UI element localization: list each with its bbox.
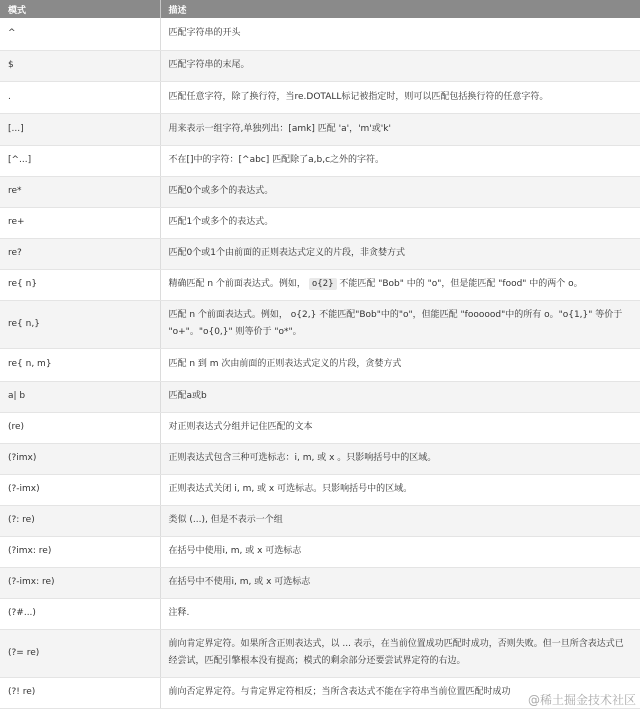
description-cell: 匹配0个或多个的表达式。	[160, 176, 640, 207]
pattern-cell: $	[0, 50, 160, 81]
table-row	[0, 567, 640, 598]
pattern-cell: (?-imx)	[0, 474, 160, 505]
pattern-cell: (?imx)	[0, 443, 160, 474]
description-cell: 匹配任意字符，除了换行符，当re.DOTALL标记被指定时，则可以匹配包括换行符的任意字符。	[160, 81, 640, 113]
header-description: 描述	[160, 0, 640, 18]
description-cell: 匹配a或b	[160, 381, 640, 412]
table-row	[0, 300, 640, 348]
description-cell: 匹配 n 个前面表达式。例如， o{2,} 不能匹配"Bob"中的"o"，但能匹配 "foooood"中的所有 o。"o{1,}" 等价于 "o+"。"o{0,}" 则等价于 "o*"。	[160, 300, 640, 348]
table-row	[0, 176, 640, 207]
header-pattern: 模式	[0, 0, 160, 18]
table-row	[0, 598, 640, 629]
table-row	[0, 18, 640, 50]
description-cell: 正则表达式关闭 i, m, 或 x 可选标志。只影响括号中的区域。	[160, 474, 640, 505]
table-row	[0, 443, 640, 474]
description-cell: 用来表示一组字符,单独列出：[amk] 匹配 'a'，'m'或'k'	[160, 113, 640, 145]
table-row	[0, 381, 640, 412]
pattern-cell: re{ n, m}	[0, 348, 160, 381]
pattern-cell: re{ n,}	[0, 300, 160, 348]
description-cell: 对正则表达式分组并记住匹配的文本	[160, 412, 640, 443]
pattern-cell: (?imx: re)	[0, 536, 160, 567]
description-cell	[160, 269, 640, 300]
table-row	[0, 113, 640, 145]
description-text: 精确匹配 n 个前面表达式。例如，	[168, 279, 306, 289]
description-cell: 不在[]中的字符：[^abc] 匹配除了a,b,c之外的字符。	[160, 145, 640, 176]
pattern-cell: (?#...)	[0, 598, 160, 629]
description-cell: 前向肯定界定符。如果所含正则表达式，以 ... 表示，在当前位置成功匹配时成功，否则失败。但一旦所含表达式已经尝试，匹配引擎根本没有提高；模式的剩余部分还要尝试界定符的右边。	[160, 629, 640, 677]
table-row	[0, 505, 640, 536]
table-row	[0, 50, 640, 81]
pattern-cell: re?	[0, 238, 160, 269]
table-header-row	[0, 0, 640, 18]
table-row	[0, 207, 640, 238]
description-cell: 匹配0个或1个由前面的正则表达式定义的片段，非贪婪方式	[160, 238, 640, 269]
pattern-cell: [^...]	[0, 145, 160, 176]
pattern-cell: ^	[0, 18, 160, 50]
table-row	[0, 238, 640, 269]
table-row	[0, 145, 640, 176]
inline-code: o{2}	[309, 278, 337, 290]
description-cell: 匹配1个或多个的表达式。	[160, 207, 640, 238]
table-row	[0, 629, 640, 677]
pattern-cell: (?: re)	[0, 505, 160, 536]
pattern-cell: (?-imx: re)	[0, 567, 160, 598]
table-row	[0, 348, 640, 381]
watermark: @稀土掘金技术社区	[527, 693, 636, 707]
description-cell: 匹配 n 到 m 次由前面的正则表达式定义的片段，贪婪方式	[160, 348, 640, 381]
pattern-cell: .	[0, 81, 160, 113]
table-row	[0, 412, 640, 443]
description-text: 不能匹配 "Bob" 中的 "o"，但是能匹配 "food" 中的两个 o。	[336, 279, 583, 289]
description-cell: 匹配字符串的末尾。	[160, 50, 640, 81]
pattern-cell: re{ n}	[0, 269, 160, 300]
pattern-cell: a| b	[0, 381, 160, 412]
pattern-cell: (?! re)	[0, 677, 160, 708]
description-cell: 在括号中使用i, m, 或 x 可选标志	[160, 536, 640, 567]
description-cell: 前向否定界定符。与肯定界定符相反；当所含表达式不能在字符串当前位置匹配时成功	[160, 677, 640, 708]
table-row	[0, 81, 640, 113]
description-cell: 在括号中不使用i, m, 或 x 可选标志	[160, 567, 640, 598]
table-row	[0, 536, 640, 567]
description-cell: 类似 (...), 但是不表示一个组	[160, 505, 640, 536]
table-row	[0, 269, 640, 300]
description-cell: 注释.	[160, 598, 640, 629]
table-row	[0, 474, 640, 505]
pattern-cell: (re)	[0, 412, 160, 443]
description-cell: 匹配字符串的开头	[160, 18, 640, 50]
pattern-cell: re*	[0, 176, 160, 207]
pattern-cell: (?= re)	[0, 629, 160, 677]
description-cell: 正则表达式包含三种可选标志：i, m, 或 x 。只影响括号中的区域。	[160, 443, 640, 474]
pattern-cell: [...]	[0, 113, 160, 145]
pattern-cell: re+	[0, 207, 160, 238]
